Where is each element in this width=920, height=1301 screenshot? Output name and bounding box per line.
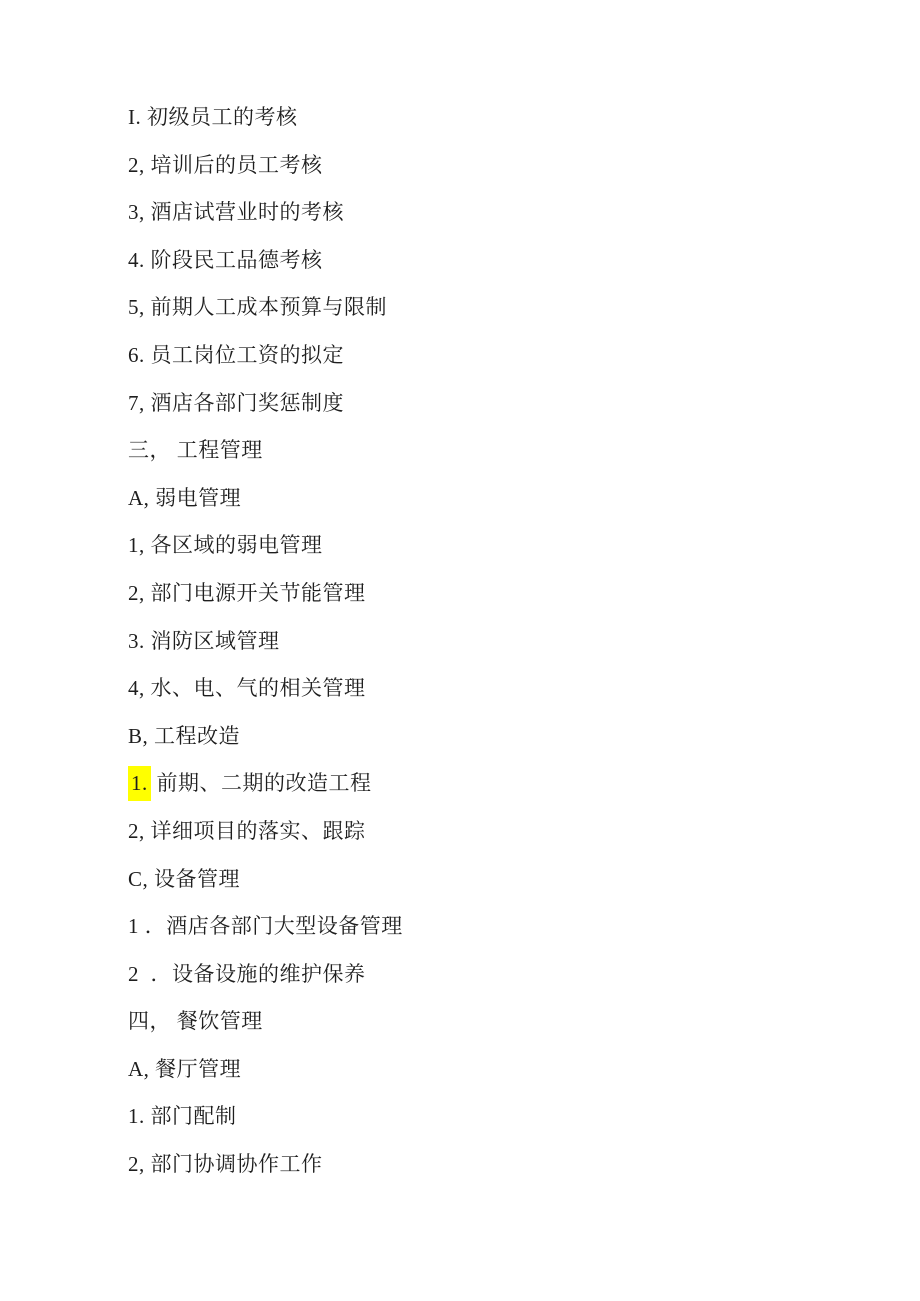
highlighted-text: 1. — [128, 766, 151, 801]
document-line: 6. 员工岗位工资的拟定 — [128, 342, 344, 367]
document-line: I. 初级员工的考核 — [128, 105, 298, 129]
document-line: A, 弱电管理 — [128, 485, 242, 510]
document-line: 四， 餐饮管理 — [128, 1009, 263, 1034]
document-line: 2, 详细项目的落实、跟踪 — [128, 818, 366, 843]
document-line: 1. 前期、二期的改造工程 — [128, 760, 840, 808]
document-line: 1, 各区域的弱电管理 — [128, 533, 323, 558]
document-line: 三， 工程管理 — [128, 438, 263, 463]
document-line: 3, 酒店试营业时的考核 — [128, 200, 344, 225]
document-line: 4. 阶段民工品德考核 — [128, 247, 323, 272]
document-line: A, 餐厅管理 — [128, 1056, 242, 1081]
document-line: C, 设备管理 — [128, 866, 241, 891]
document-line: 7, 酒店各部门奖惩制度 — [128, 390, 344, 415]
document-line: 3. 消防区域管理 — [128, 628, 280, 653]
document-line: 1. 部门配制 — [128, 1104, 237, 1129]
document-line: 2, 部门电源开关节能管理 — [128, 580, 366, 605]
document-line: 2, 培训后的员工考核 — [128, 152, 323, 177]
document-line: 1 ．酒店各部门大型设备管理 — [128, 914, 403, 939]
document-line: 2 ．设备设施的维护保养 — [128, 961, 366, 986]
document-line: 4, 水、电、气的相关管理 — [128, 676, 366, 701]
document-line: 2, 部门协调协作工作 — [128, 1152, 323, 1177]
document-line: B, 工程改造 — [128, 723, 241, 748]
document-line: 5, 前期人工成本预算与限制 — [128, 295, 387, 320]
document-content — [128, 94, 840, 1189]
